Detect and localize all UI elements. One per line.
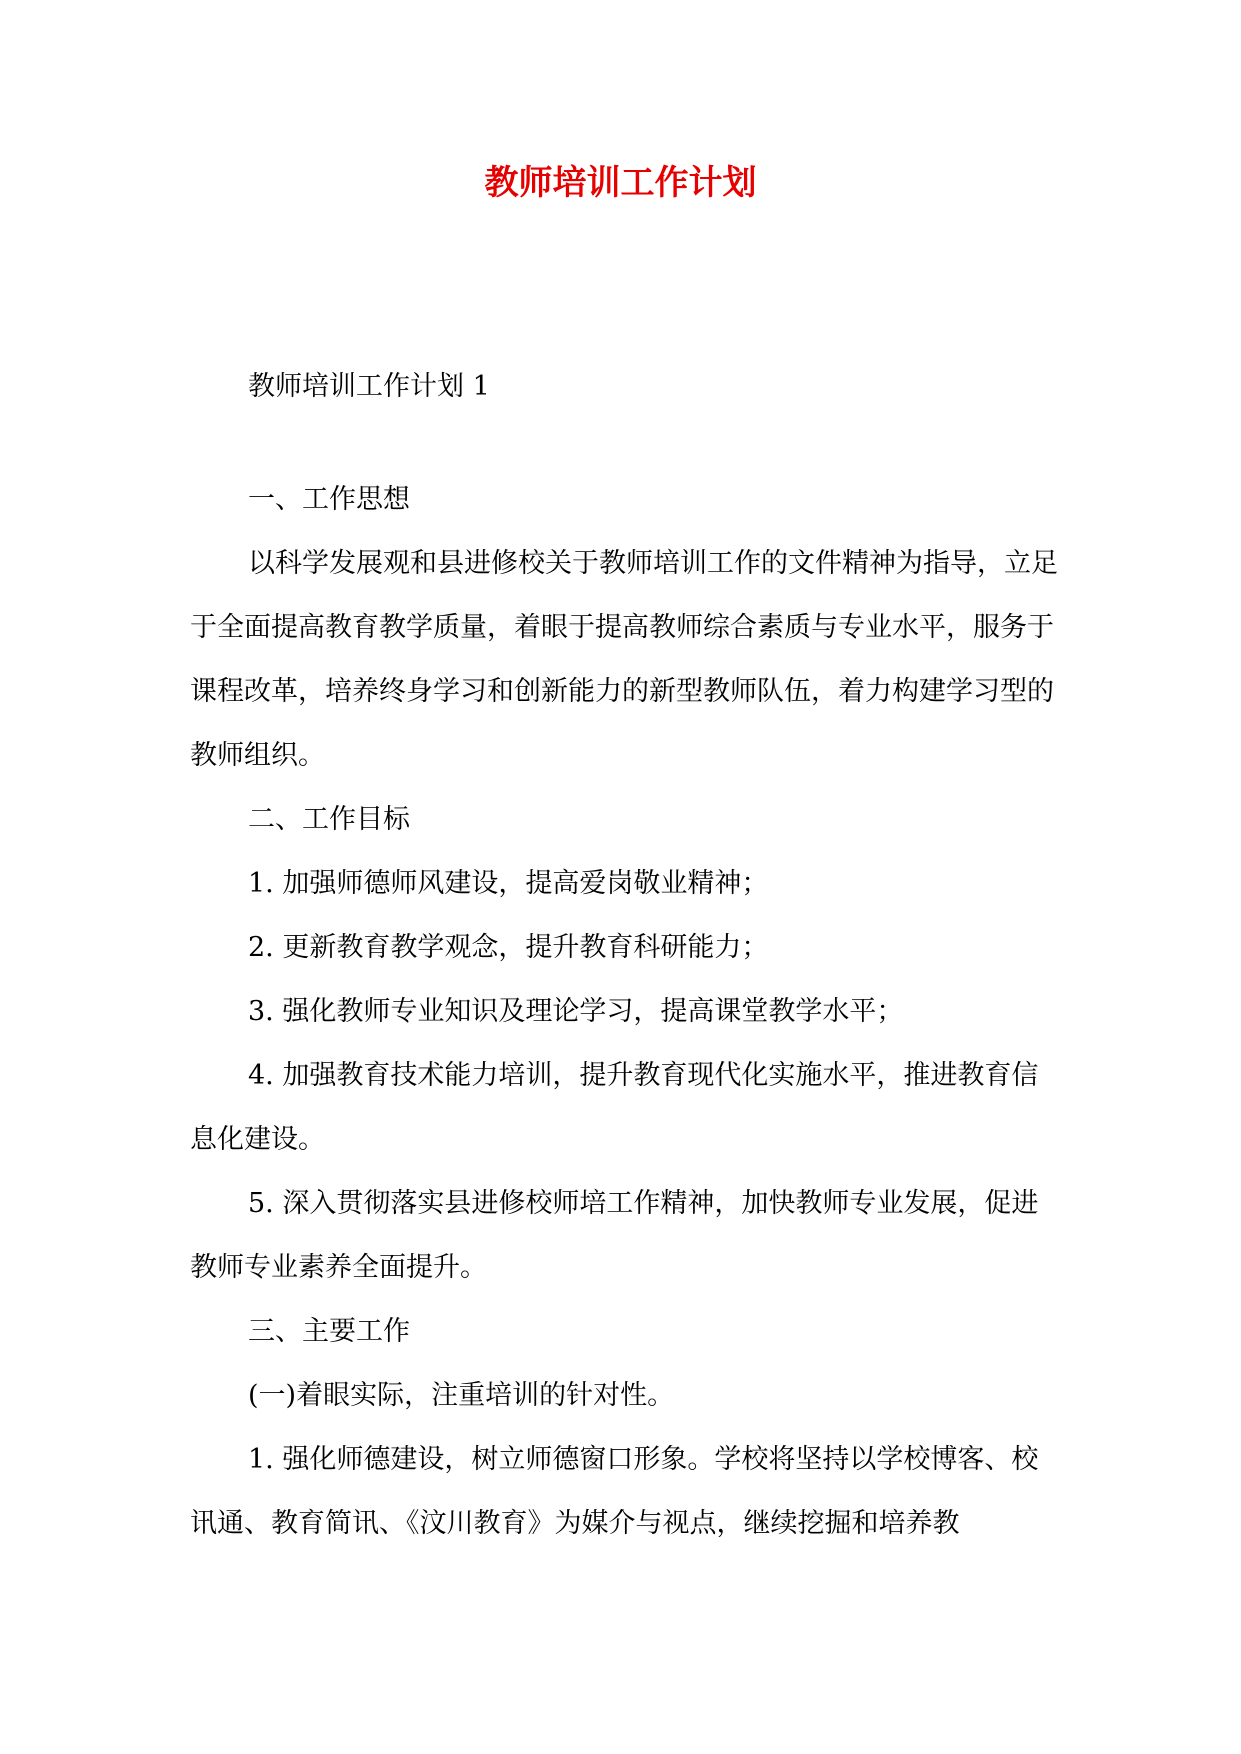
section-heading-3: 三、主要工作 — [248, 1316, 410, 1347]
section-heading-1: 一、工作思想 — [248, 484, 410, 515]
goal-item-5: 5. 深入贯彻落实县进修校师培工作精神，加快教师专业发展，促进教师专业素养全面提升。 — [190, 1188, 1039, 1283]
work-item-1: 1. 强化师德建设，树立师德窗口形象。学校将坚持以学校博客、校讯通、教育简讯、《汶川教育》为媒介与视点，继续挖掘和培养教 — [190, 1444, 1039, 1539]
document-title: 教师培训工作计划 — [484, 163, 757, 203]
document-body — [190, 355, 1060, 1556]
plan-heading: 教师培训工作计划 1 — [248, 371, 490, 402]
goal-item-3: 3. 强化教师专业知识及理论学习，提高课堂教学水平； — [248, 996, 904, 1027]
subsection-heading-1: (一)着眼实际，注重培训的针对性。 — [248, 1380, 675, 1411]
goal-item-1: 1. 加强师德师风建设，提高爱岗敬业精神； — [248, 868, 769, 899]
section-heading-2: 二、工作目标 — [248, 804, 410, 835]
goal-item-4: 4. 加强教育技术能力培训，提升教育现代化实施水平，推进教育信息化建设。 — [190, 1060, 1039, 1155]
goal-item-2: 2. 更新教育教学观念，提升教育科研能力； — [248, 932, 769, 963]
paragraph-thought: 以科学发展观和县进修校关于教师培训工作的文件精神为指导，立足于全面提高教育教学质量，着眼于提高教师综合素质与专业水平，服务于课程改革，培养终身学习和创新能力的新型教师队伍，着力构建学习型的教师组织。 — [190, 548, 1058, 771]
